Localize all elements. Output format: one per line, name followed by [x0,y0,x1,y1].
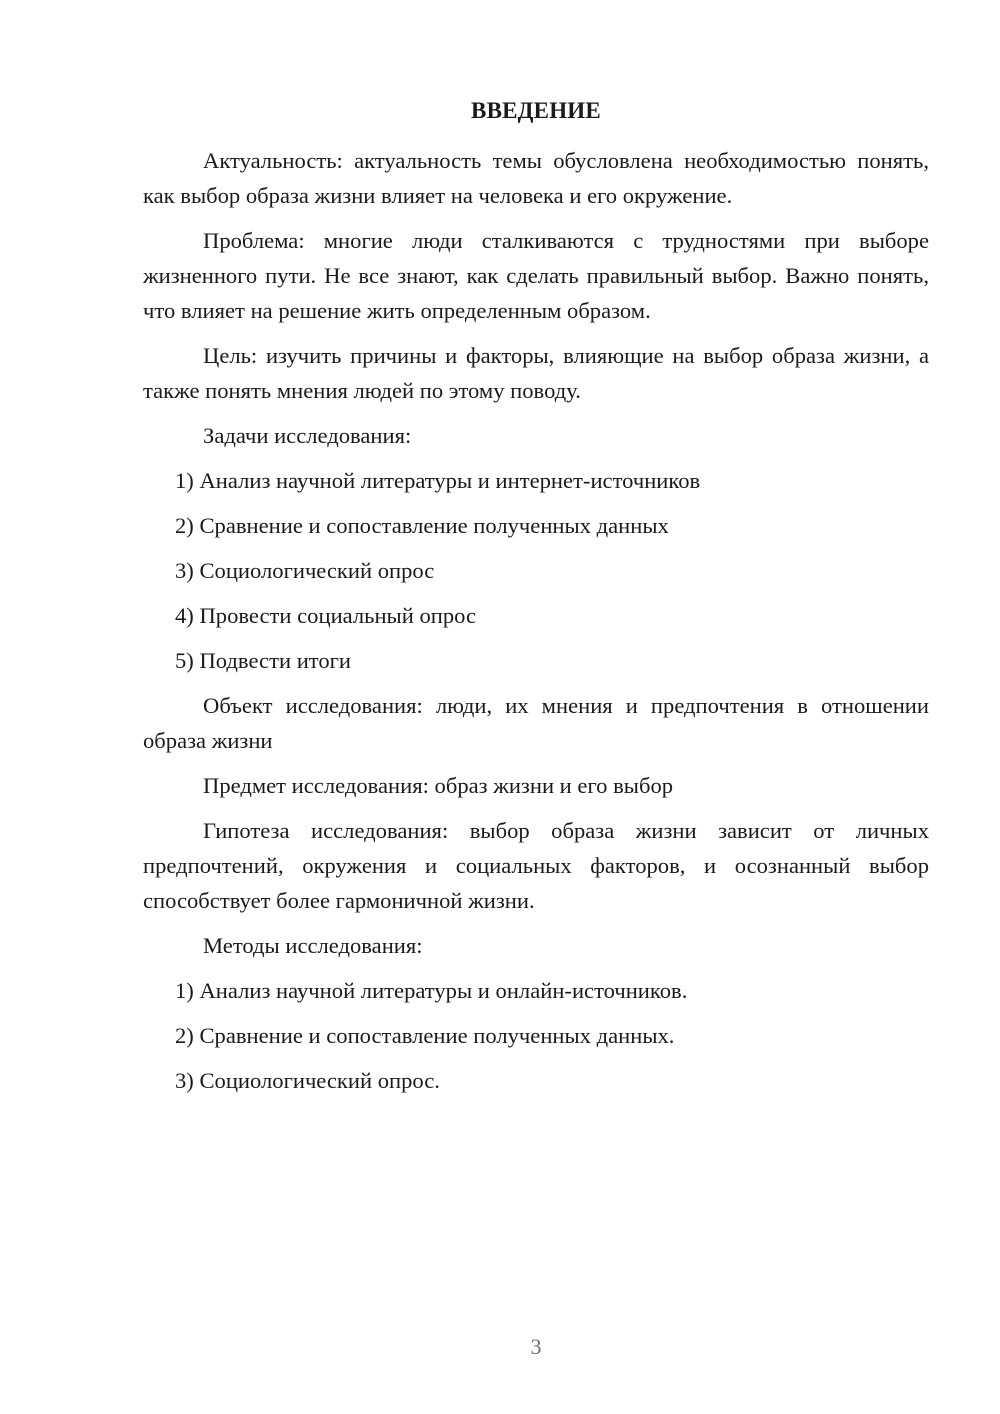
problem-paragraph: Проблема: многие люди сталкиваются с трудностями при выборе жизненного пути. Не все знают, как сделать правильный выбор. Важно понять, что влияет на решение жить определенным образом. [143,228,929,323]
list-item: 2) Сравнение и сопоставление полученных данных. [175,1023,675,1048]
list-item: 3) Социологический опрос [175,558,435,583]
list-item: 1) Анализ научной литературы и онлайн-источников. [175,978,688,1003]
list-item: 2) Сравнение и сопоставление полученных данных [175,513,669,538]
list-item: 3) Социологический опрос. [175,1068,440,1093]
list-item: 5) Подвести итоги [175,648,352,673]
document-page [143,0,929,1414]
subject-paragraph: Предмет исследования: образ жизни и его выбор [203,773,674,798]
relevance-paragraph: Актуальность: актуальность темы обусловлена необходимостью понять, как выбор образа жизни влияет на человека и его окружение. [143,148,929,208]
tasks-label: Задачи исследования: [203,423,412,448]
object-paragraph: Объект исследования: люди, их мнения и предпочтения в отношении образа жизни [143,693,929,753]
document-body [143,143,929,1108]
list-item: 1) Анализ научной литературы и интернет-источников [175,468,701,493]
goal-paragraph: Цель: изучить причины и факторы, влияющие на выбор образа жизни, а также понять мнения людей по этому поводу. [143,343,929,403]
page-number: 3 [530,1334,542,1359]
hypothesis-paragraph: Гипотеза исследования: выбор образа жизни зависит от личных предпочтений, окружения и социальных факторов, и осознанный выбор способствует более гармоничной жизни. [143,818,929,913]
methods-list [143,973,929,1098]
list-item: 4) Провести социальный опрос [175,603,477,628]
section-heading: ВВЕДЕНИЕ [471,98,601,123]
methods-label: Методы исследования: [203,933,423,958]
tasks-list [143,463,929,678]
